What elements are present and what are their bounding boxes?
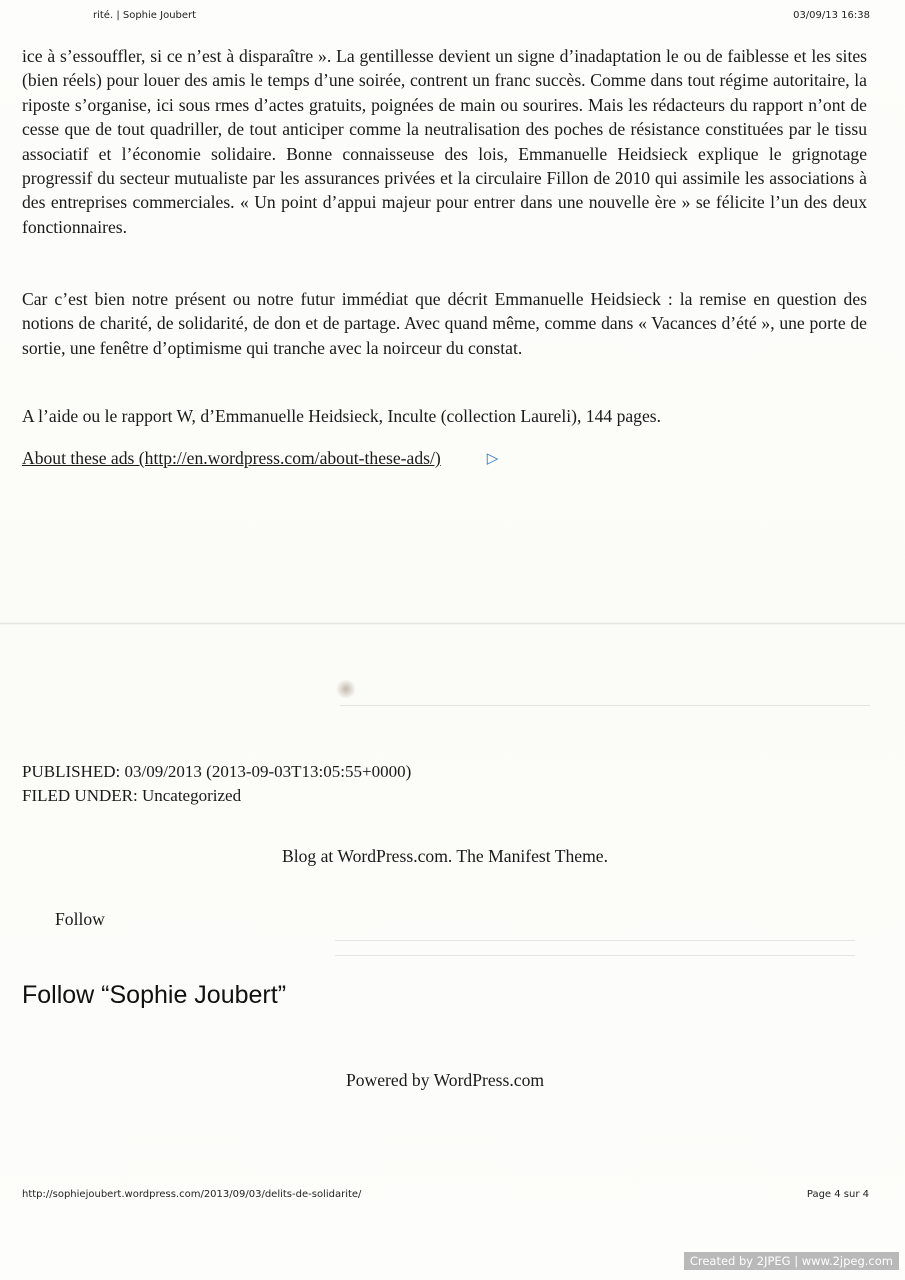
print-header-datetime: 03/09/13 16:38 [793, 10, 870, 21]
category-link[interactable]: Uncategorized [141, 786, 242, 805]
scan-fold-line [0, 622, 905, 625]
faint-rule [340, 705, 870, 706]
print-header-title: rité. | Sophie Joubert [93, 10, 197, 21]
published-value: 03/09/2013 (2013-09-03T13:05:55+0000) [124, 762, 412, 781]
faint-rule [335, 940, 855, 941]
article-paragraph-text: Car c’est bien notre présent ou notre futur immédiat que décrit Emmanuelle Heidsieck : la remise en question des notions de charité, de solidarité, de don et de partage. Avec quand même, comme dans « Vacances d’été », une porte de sortie, une fenêtre d’optimisme qui tranche avec la noirceur du constat. [22, 289, 867, 358]
faint-rule [335, 955, 855, 956]
book-credit [22, 404, 867, 428]
book-credit-text: A l’aide ou le rapport W, d’Emmanuelle Heidsieck, Inculte (collection Laureli), 144 pages. [22, 406, 662, 426]
about-ads-link[interactable]: About these ads (http://en.wordpress.com/about-these-ads/) [22, 448, 441, 468]
powered-by-link[interactable]: Powered by WordPress.com [345, 1070, 545, 1090]
published-line [22, 760, 411, 784]
theme-link[interactable]: The Manifest Theme. [456, 846, 608, 866]
watermark-badge: Created by 2JPEG | www.2jpeg.com [684, 1252, 899, 1270]
ad-choices-icon[interactable]: ▷ [486, 449, 499, 467]
site-credits [0, 846, 890, 867]
filed-under-label: FILED UNDER: [22, 786, 138, 805]
follow-button[interactable]: Follow [55, 909, 105, 929]
print-footer-url: http://sophiejoubert.wordpress.com/2013/09/03/delits-de-solidarite/ [22, 1189, 362, 1200]
scan-smudge [335, 680, 357, 698]
ads-row [22, 448, 867, 469]
published-label: PUBLISHED: [22, 762, 121, 781]
follow-heading: Follow “Sophie Joubert” [22, 981, 287, 1009]
filed-under-line [22, 784, 411, 808]
article-paragraph-text: ice à s’essouffler, si ce n’est à disparaître ». La gentillesse devient un signe d’inadaptation le ou de faiblesse et les sites (bien réels) pour louer des amis le temps d’une soirée, contrent un franc succès. Comme dans tout régime autoritaire, la riposte s’organise, ici sous rmes d’actes gratuits, poignées de main ou sourires. Mais les rédacteurs du rapport n’ont de cesse que de tout quadriller, de tout anticiper comme la neutralisation des poches de résistance constituées par le tissu associatif et l’économie solidaire. Bonne connaisseuse des lois, Emmanuelle Heidsieck explique le grignotage progressif du secteur mutualiste par les assurances privées et la circulaire Fillon de 2010 qui assimile les associations à des entreprises commerciales. « Un point d’appui majeur pour entrer dans une nouvelle ère » se félicite l’un des deux fonctionnaires. [22, 46, 867, 237]
print-footer-page: Page 4 sur 4 [806, 1189, 869, 1200]
article-paragraph [22, 44, 867, 239]
post-meta [22, 760, 411, 808]
blog-at-wordpress-link[interactable]: Blog at WordPress.com. [282, 846, 453, 866]
article-paragraph [22, 287, 867, 360]
